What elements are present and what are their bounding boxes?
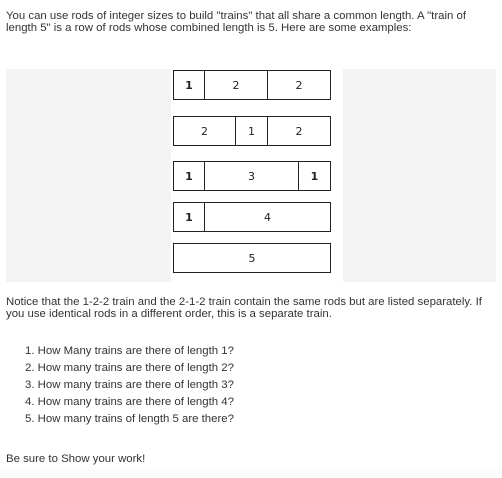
rod: 2 — [173, 116, 236, 146]
figure-background-left — [6, 69, 171, 282]
figure-background-right — [343, 69, 496, 282]
bottom-edge — [0, 468, 502, 478]
rod: 2 — [268, 70, 331, 100]
train-1-3-1 — [173, 161, 331, 191]
rod: 2 — [205, 70, 268, 100]
trains-figure — [6, 69, 496, 282]
intro-paragraph: You can use rods of integer sizes to build "trains" that all share a common length. A "train of length 5" is a row of rods whose combined length is 5. Here are some examples: — [6, 10, 467, 34]
notice-paragraph: Notice that the 1-2-2 train and the 2-1-2 train contain the same rods but are listed separately. If you use identical rods in a different order, this is a separate train. — [6, 296, 482, 320]
train-1-4 — [173, 202, 331, 232]
closing-note: Be sure to Show your work! — [6, 453, 146, 465]
rod: 4 — [205, 202, 331, 232]
question-item: 5. How many trains of length 5 are there? — [25, 413, 234, 425]
train-2-1-2 — [173, 116, 331, 146]
rod: 1 — [299, 161, 331, 191]
question-item: 1. How Many trains are there of length 1? — [25, 345, 234, 357]
question-item: 4. How many trains are there of length 4? — [25, 396, 234, 408]
question-item: 2. How many trains are there of length 2? — [25, 362, 234, 374]
rod: 5 — [173, 243, 331, 273]
rod: 1 — [173, 202, 205, 232]
rod: 1 — [173, 161, 205, 191]
rod: 1 — [236, 116, 268, 146]
question-list — [25, 343, 234, 428]
train-1-2-2 — [173, 70, 331, 100]
rod: 1 — [173, 70, 205, 100]
train-5 — [173, 243, 331, 273]
rod: 3 — [205, 161, 299, 191]
trains-diagram — [171, 69, 343, 282]
rod: 2 — [268, 116, 331, 146]
question-item: 3. How many trains are there of length 3? — [25, 379, 234, 391]
